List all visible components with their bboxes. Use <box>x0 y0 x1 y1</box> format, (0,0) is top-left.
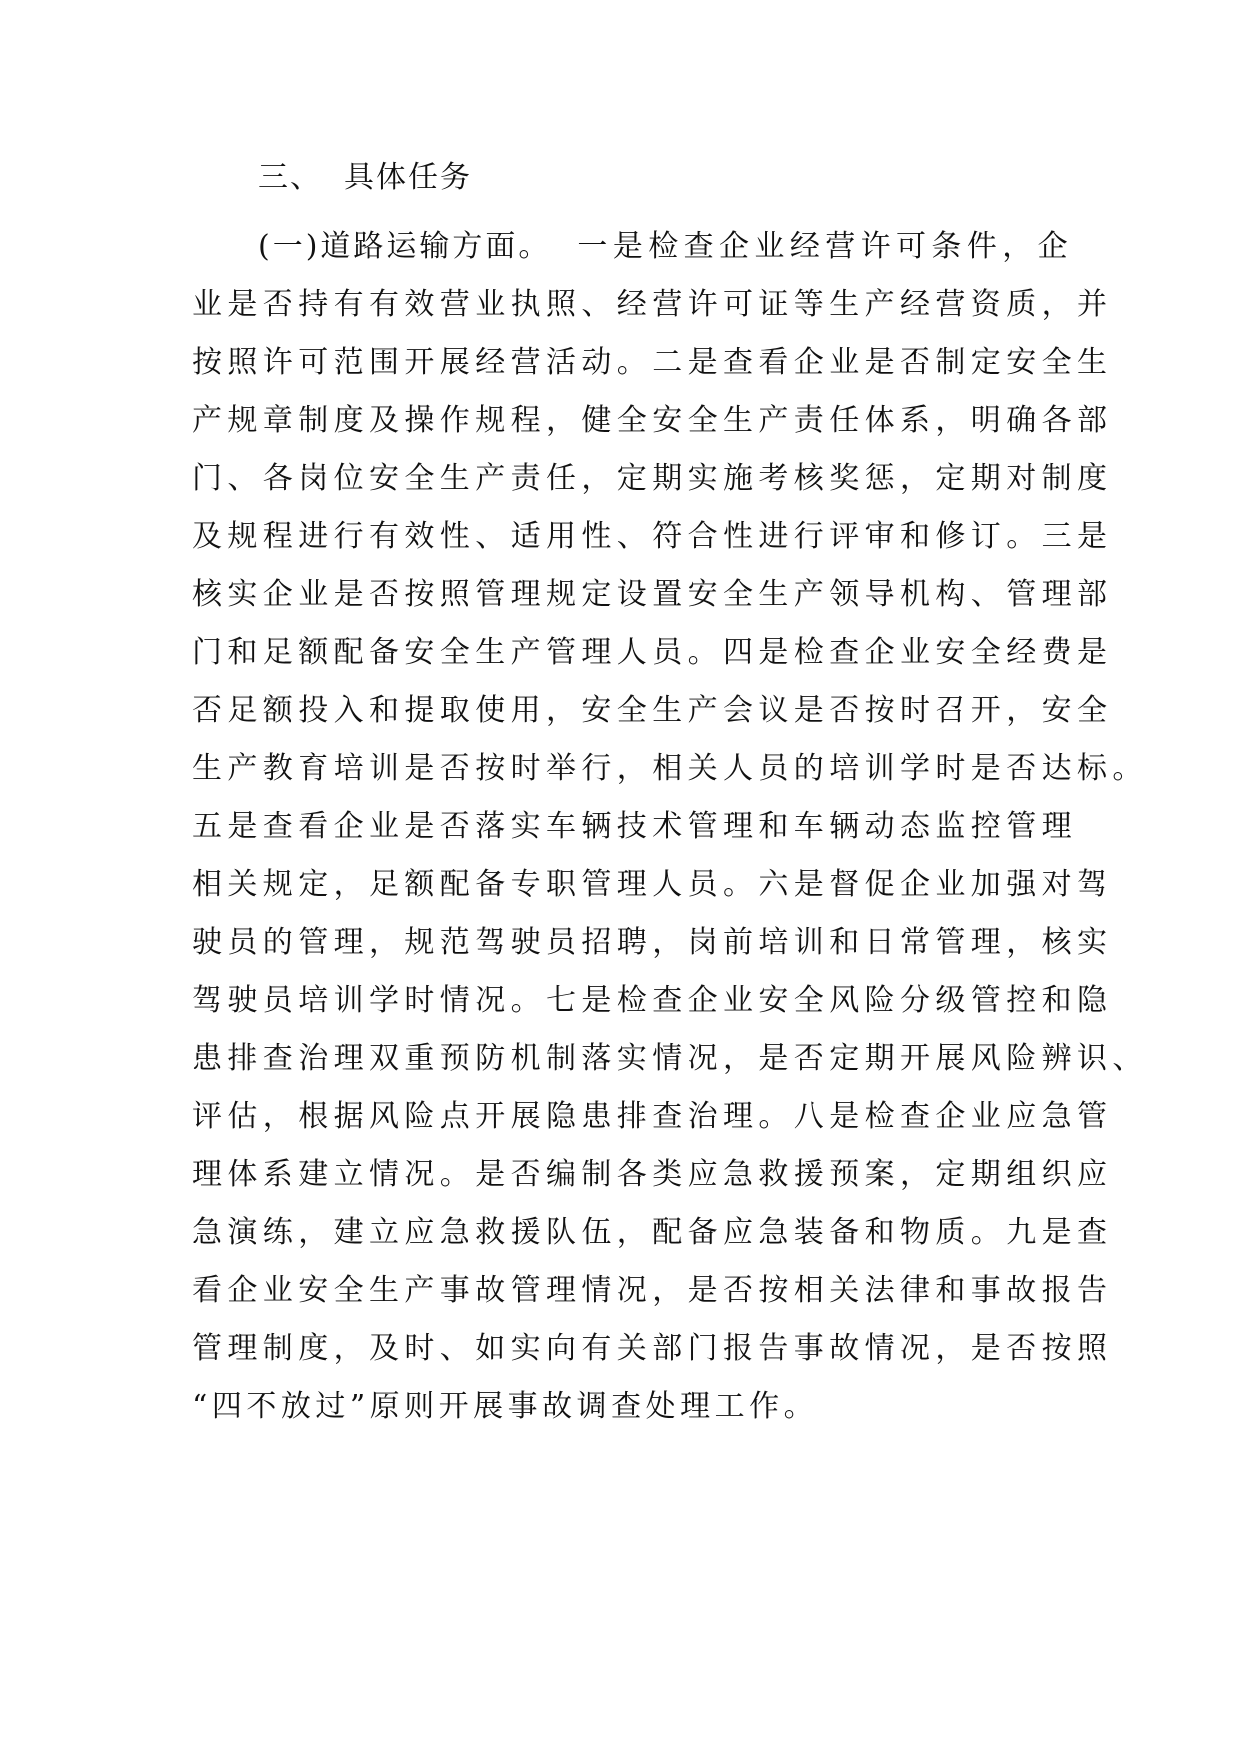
section-heading <box>258 158 472 198</box>
paragraph-line: 及规程进行有效性、适用性、符合性进行评审和修订。三是 <box>192 519 1113 554</box>
section-number: 三、 <box>258 160 322 195</box>
paragraph-line: 否足额投入和提取使用，安全生产会议是否按时召开，安全 <box>192 693 1113 728</box>
paragraph-line: “四不放过”原则开展事故调查处理工作。 <box>192 1389 819 1424</box>
paragraph-line: 看企业安全生产事故管理情况，是否按相关法律和事故报告 <box>192 1273 1113 1308</box>
paragraph-line: 核实企业是否按照管理规定设置安全生产领导机构、管理部 <box>192 577 1113 612</box>
paragraph-line <box>192 218 1072 276</box>
subsection-lead: (一)道路运输方面。 <box>258 229 552 264</box>
paragraph-line: 产规章制度及操作规程，健全安全生产责任体系，明确各部 <box>192 403 1113 438</box>
section-title: 具体任务 <box>344 160 472 195</box>
body-paragraph <box>192 218 1148 1436</box>
paragraph-line: 理体系建立情况。是否编制各类应急救援预案，定期组织应 <box>192 1157 1113 1192</box>
paragraph-line: 驾驶员培训学时情况。七是检查企业安全风险分级管控和隐 <box>192 983 1113 1018</box>
paragraph-line: 相关规定，足额配备专职管理人员。六是督促企业加强对驾 <box>192 867 1113 902</box>
paragraph-line: 按照许可范围开展经营活动。二是查看企业是否制定安全生 <box>192 345 1113 380</box>
paragraph-line: 门、各岗位安全生产责任，定期实施考核奖惩，定期对制度 <box>192 461 1113 496</box>
paragraph-line: 五是查看企业是否落实车辆技术管理和车辆动态监控管理 <box>192 809 1077 844</box>
paragraph-line: 评估，根据风险点开展隐患排查治理。八是检查企业应急管 <box>192 1099 1113 1134</box>
paragraph-line: 业是否持有有效营业执照、经营许可证等生产经营资质，并 <box>192 287 1113 322</box>
paragraph-line: 生产教育培训是否按时举行，相关人员的培训学时是否达标。 <box>192 751 1148 786</box>
paragraph-line: 门和足额配备安全生产管理人员。四是检查企业安全经费是 <box>192 635 1113 670</box>
paragraph-line: 驶员的管理，规范驾驶员招聘，岗前培训和日常管理，核实 <box>192 925 1113 960</box>
line-text: 一是检查企业经营许可条件，企 <box>577 229 1074 264</box>
paragraph-line: 患排查治理双重预防机制落实情况，是否定期开展风险辨识、 <box>192 1041 1148 1076</box>
paragraph-line: 急演练，建立应急救援队伍，配备应急装备和物质。九是查 <box>192 1215 1113 1250</box>
paragraph-line: 管理制度，及时、如实向有关部门报告事故情况，是否按照 <box>192 1331 1113 1366</box>
